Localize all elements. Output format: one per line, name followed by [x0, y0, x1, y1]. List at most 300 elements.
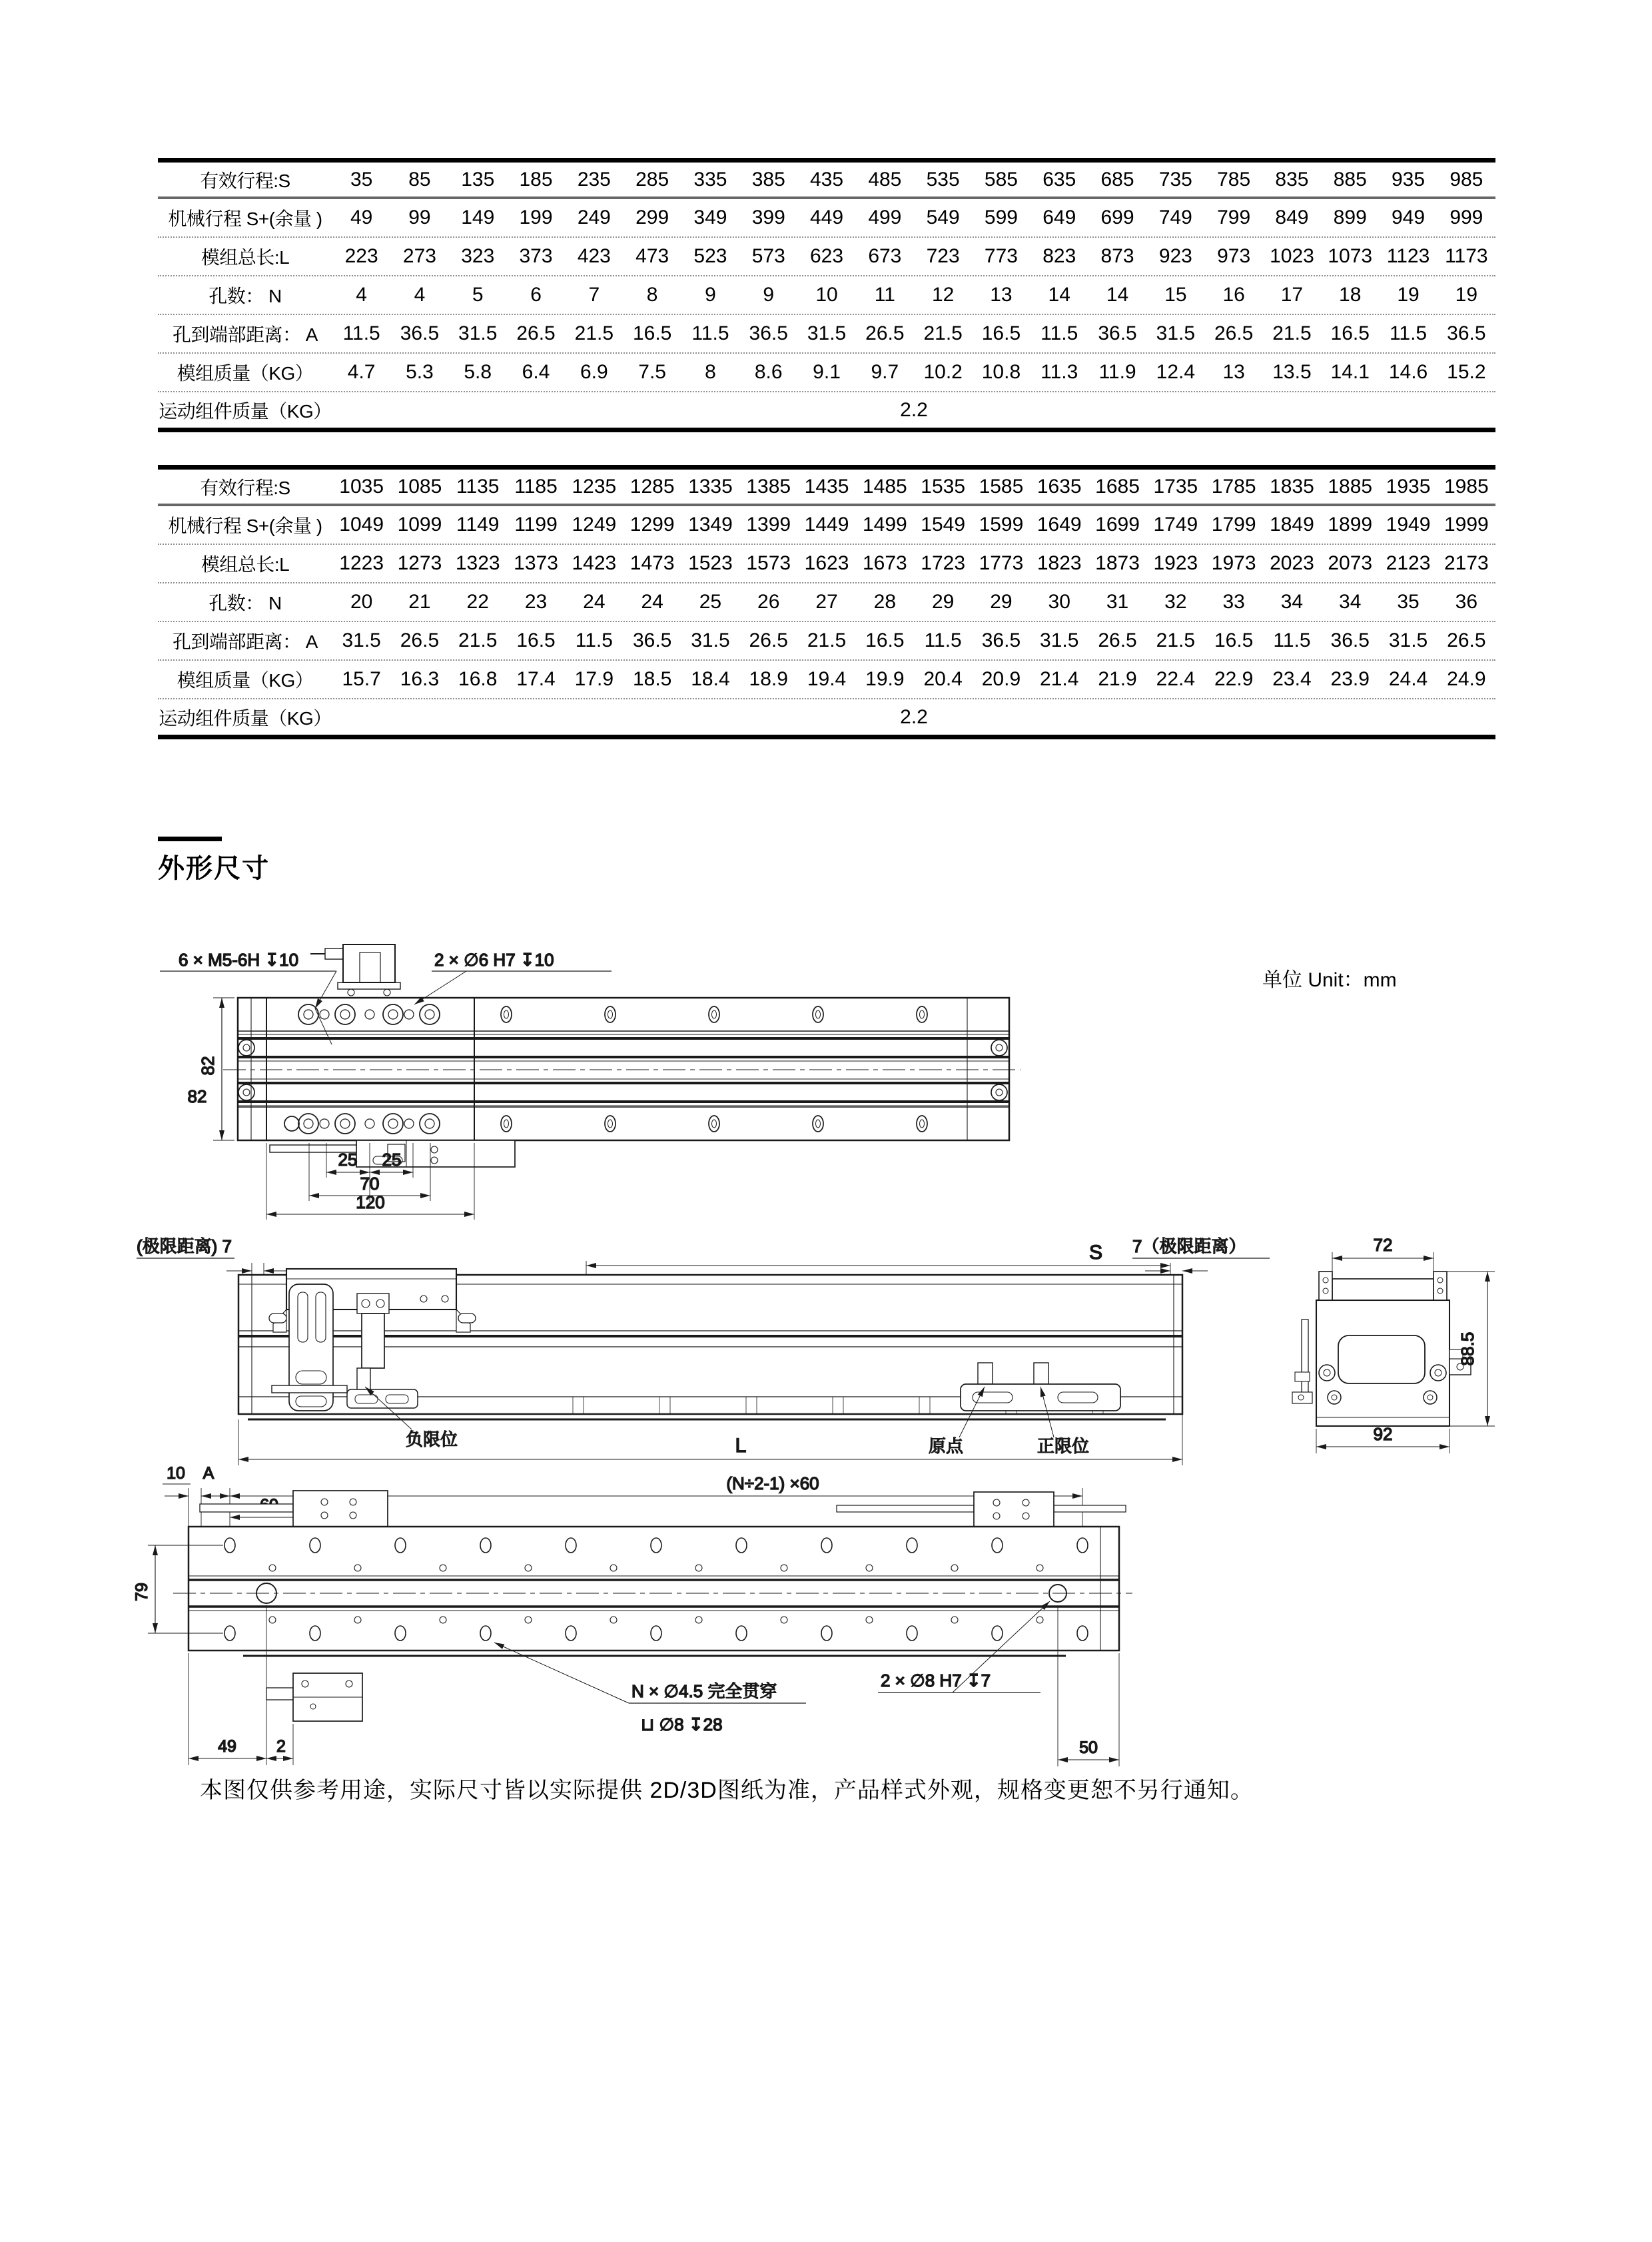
table-cell: 1423 — [572, 552, 617, 574]
table-cell: 135 — [461, 168, 495, 190]
dim-82-vertical-text: 82 — [198, 1056, 218, 1076]
row-label: 孔数： N — [208, 286, 282, 306]
table-cell: 18 — [1339, 284, 1362, 306]
table-cell: 35 — [1397, 591, 1420, 613]
table-cell: 199 — [519, 206, 553, 228]
table-cell: 449 — [810, 206, 844, 228]
row-label: 机械行程 S+(余量 ) — [168, 516, 322, 536]
table-cell: 26.5 — [749, 629, 788, 651]
table-cell: 34 — [1339, 591, 1362, 613]
table-cell: 149 — [461, 206, 495, 228]
disclaimer-note: 本图仅供参考用途，实际尺寸皆以实际提供 2D/3D图纸为准，产品样式外观，规格变更恕不另行通知。 — [200, 1778, 1254, 1803]
table-cell: 335 — [693, 168, 727, 190]
table-cell: 185 — [519, 168, 553, 190]
table-cell: 20.4 — [923, 668, 963, 690]
bottom-view-drawing — [133, 1464, 1132, 1766]
table-cell: 273 — [402, 245, 436, 267]
table-cell: 2123 — [1386, 552, 1431, 574]
table-cell: 735 — [1158, 168, 1192, 190]
table-cell: 1523 — [688, 552, 733, 574]
dim-50: 50 — [1079, 1738, 1098, 1757]
table-cell: 26.5 — [1098, 629, 1137, 651]
top-view-drawing — [160, 944, 1021, 1220]
table-cell: 19.9 — [865, 668, 905, 690]
table-cell: 21.5 — [458, 629, 498, 651]
table-cell: 1349 — [688, 514, 733, 536]
row-label: 孔到端部距离： A — [173, 631, 318, 652]
table-cell: 6.9 — [580, 361, 608, 383]
table-cell: 24.4 — [1388, 668, 1428, 690]
table-cell: 835 — [1275, 168, 1309, 190]
table-cell: 685 — [1100, 168, 1134, 190]
table-cell: 20 — [350, 591, 373, 613]
table-cell: 10.8 — [981, 361, 1021, 383]
table-cell: 573 — [751, 245, 785, 267]
row-label: 孔数： N — [208, 593, 282, 613]
table-cell: 1449 — [804, 514, 849, 536]
table-cell: 1773 — [979, 552, 1024, 574]
dim-stroke-S: S — [1088, 1242, 1103, 1264]
table-cell: 1749 — [1153, 514, 1198, 536]
table-cell: 1935 — [1386, 475, 1431, 498]
table-cell: 1649 — [1036, 514, 1082, 536]
table-cell: 1499 — [862, 514, 907, 536]
table-cell: 11.9 — [1098, 361, 1136, 383]
table-cell: 13 — [990, 284, 1013, 306]
table-cell: 24.9 — [1447, 668, 1486, 690]
table-cell: 16.5 — [981, 322, 1021, 344]
table-cell: 21.5 — [1156, 629, 1196, 651]
dim-49: 49 — [218, 1737, 236, 1756]
dowel-hole-callout: 2 × ∅8 H7 ↧7 — [881, 1671, 991, 1690]
table-cell: 11.5 — [575, 629, 613, 651]
table-cell: 16.5 — [865, 629, 905, 651]
table-cell: 24 — [641, 591, 663, 613]
table-cell: 1923 — [1153, 552, 1198, 574]
table-cell: 1185 — [514, 475, 558, 498]
table-cell: 1785 — [1211, 475, 1256, 498]
table-cell: 26.5 — [400, 629, 440, 651]
table-cell: 14.1 — [1330, 361, 1370, 383]
table-cell: 16.5 — [632, 322, 672, 344]
table-cell: 11.5 — [924, 629, 962, 651]
table-cell: 18.5 — [632, 668, 672, 690]
table-cell: 1623 — [804, 552, 849, 574]
dim-25-left: 25 — [338, 1150, 358, 1170]
table-cell: 12 — [931, 284, 955, 306]
pos-limit-label: 正限位 — [1036, 1436, 1090, 1456]
table-cell: 9 — [705, 284, 716, 306]
bottom-left-sensor — [266, 1673, 362, 1721]
dim-hole-pattern: (N÷2-1) ×60 — [726, 1473, 819, 1493]
table-cell: 7 — [588, 284, 600, 306]
table-cell: 1373 — [514, 552, 558, 574]
table-cell: 6 — [530, 284, 542, 306]
table-cell: 25 — [699, 591, 722, 613]
table-cell: 1799 — [1211, 514, 1256, 536]
table-cell: 31.5 — [342, 629, 381, 651]
table-row — [158, 238, 1495, 276]
table-cell: 1435 — [804, 475, 849, 498]
table-cell: 35 — [350, 168, 373, 190]
table-cell: 22.4 — [1156, 668, 1196, 690]
table-cell: 10.2 — [923, 361, 963, 383]
table-cell: 36.5 — [400, 322, 440, 344]
table-cell: 485 — [868, 168, 902, 190]
row-label: 孔到端部距离： A — [173, 324, 318, 345]
table-cell: 26.5 — [1214, 322, 1254, 344]
counterbore-callout: ⊔ ∅8 ↧28 — [641, 1714, 723, 1734]
section-title: 外形尺寸 — [158, 854, 270, 883]
table-cell: 235 — [577, 168, 611, 190]
table-cell: 549 — [926, 206, 960, 228]
table-cell: 5.3 — [406, 361, 434, 383]
row-label: 运动组件质量（KG） — [159, 400, 332, 422]
table-cell: 14 — [1106, 284, 1129, 306]
table-cell: 21.5 — [807, 629, 847, 651]
table-cell: 1085 — [397, 475, 442, 498]
table-cell: 16.5 — [516, 629, 556, 651]
table-row — [158, 470, 1495, 506]
limit-distance-left-label: (极限距离) 7 — [137, 1236, 232, 1256]
table-cell: 31.5 — [1388, 629, 1428, 651]
table-cell: 585 — [984, 168, 1018, 190]
table-cell: 31.5 — [1040, 629, 1079, 651]
table-row — [158, 661, 1495, 699]
table-cell: 24 — [583, 591, 606, 613]
side-view-drawing — [137, 1236, 1270, 1465]
table-cell: 21 — [408, 591, 431, 613]
table-cell: 2173 — [1444, 552, 1489, 574]
table-cell: 673 — [868, 245, 902, 267]
table-cell: 36.5 — [1330, 629, 1370, 651]
table-cell: 2023 — [1270, 552, 1314, 574]
table-cell: 20.9 — [981, 668, 1021, 690]
table-cell: 499 — [868, 206, 902, 228]
table-cell: 349 — [693, 206, 727, 228]
dim-70: 70 — [360, 1174, 380, 1194]
dim-A: A — [203, 1464, 214, 1483]
origin-label: 原点 — [928, 1436, 964, 1456]
table-cell: 1485 — [862, 475, 907, 498]
table-cell: 5.8 — [464, 361, 492, 383]
table-cell: 435 — [810, 168, 844, 190]
table-cell: 1135 — [456, 475, 500, 498]
table-cell: 1535 — [921, 475, 966, 498]
table-cell: 823 — [1042, 245, 1076, 267]
table-cell: 1835 — [1270, 475, 1314, 498]
table-cell: 17 — [1280, 284, 1304, 306]
row-label: 运动组件质量（KG） — [159, 707, 332, 729]
table-cell: 85 — [408, 168, 431, 190]
table-cell: 36.5 — [1098, 322, 1137, 344]
table-cell: 773 — [984, 245, 1018, 267]
table-cell: 32 — [1164, 591, 1187, 613]
table-cell: 749 — [1158, 206, 1192, 228]
table-span-row — [158, 699, 1495, 735]
dim-72: 72 — [1373, 1235, 1393, 1255]
table-row — [158, 199, 1495, 238]
table-cell: 11.3 — [1040, 361, 1078, 383]
table-cell: 31 — [1106, 591, 1129, 613]
table-cell: 13 — [1222, 361, 1245, 383]
table-cell: 849 — [1275, 206, 1309, 228]
table-cell: 8.6 — [754, 361, 783, 383]
table-cell: 1323 — [455, 552, 500, 574]
table-cell: 373 — [519, 245, 553, 267]
table-cell: 16.8 — [458, 668, 498, 690]
table-cell: 1573 — [746, 552, 791, 574]
table-cell: 34 — [1280, 591, 1304, 613]
table-cell: 9 — [763, 284, 775, 306]
table-cell: 21.5 — [1272, 322, 1312, 344]
table-cell: 36.5 — [1447, 322, 1486, 344]
table-cell: 23.9 — [1330, 668, 1370, 690]
dim-82-horizontal-text: 82 — [187, 1086, 207, 1106]
row-label: 机械行程 S+(余量 ) — [168, 208, 322, 229]
table-row — [158, 622, 1495, 661]
dim-88-5: 88.5 — [1457, 1331, 1477, 1366]
table-cell: 31.5 — [807, 322, 847, 344]
table-cell: 1335 — [688, 475, 733, 498]
dowel-callout: 2 × ∅6 H7 ↧10 — [434, 950, 554, 970]
neg-limit-label: 负限位 — [405, 1429, 458, 1449]
dim-25-right: 25 — [382, 1150, 402, 1170]
table-cell: 16.3 — [400, 668, 440, 690]
table-cell: 36.5 — [981, 629, 1021, 651]
table-row — [158, 315, 1495, 354]
table-cell: 22.9 — [1214, 668, 1254, 690]
table-cell: 23 — [524, 591, 548, 613]
table-cell: 1123 — [1386, 245, 1430, 267]
table-cell: 699 — [1100, 206, 1134, 228]
dim-2: 2 — [276, 1737, 286, 1756]
table-span-value: 2.2 — [900, 705, 928, 728]
table-cell: 323 — [461, 245, 495, 267]
table-cell: 14.6 — [1388, 361, 1428, 383]
table-cell: 1985 — [1444, 475, 1489, 498]
table-cell: 11.5 — [691, 322, 729, 344]
table-cell: 1223 — [339, 552, 384, 574]
table-cell: 19.4 — [807, 668, 847, 690]
table-cell: 21.5 — [574, 322, 614, 344]
table-cell: 31.5 — [458, 322, 498, 344]
table-cell: 535 — [926, 168, 960, 190]
row-label: 模组总长:L — [201, 554, 290, 575]
table-cell: 899 — [1333, 206, 1367, 228]
table-span-value: 2.2 — [900, 398, 928, 421]
table-cell: 385 — [751, 168, 785, 190]
table-cell: 17.4 — [516, 668, 556, 690]
table-cell: 19 — [1397, 284, 1420, 306]
table-cell: 1999 — [1444, 514, 1489, 536]
table-cell: 11 — [874, 284, 895, 306]
table-cell: 16.5 — [1330, 322, 1370, 344]
table-cell: 8 — [705, 361, 716, 383]
table-cell: 999 — [1449, 206, 1483, 228]
table-cell: 26.5 — [516, 322, 556, 344]
table-cell: 11.5 — [1389, 322, 1428, 344]
table-cell: 723 — [926, 245, 960, 267]
table-cell: 18.9 — [749, 668, 788, 690]
table-cell: 1635 — [1036, 475, 1082, 498]
table-cell: 1849 — [1270, 514, 1314, 536]
table-cell: 26 — [757, 591, 780, 613]
end-view-drawing — [1292, 1235, 1495, 1453]
table-cell: 1399 — [746, 514, 791, 536]
table-cell: 1099 — [397, 514, 442, 536]
table-cell: 17.9 — [574, 668, 614, 690]
table-cell: 36 — [1455, 591, 1478, 613]
table-cell: 935 — [1392, 168, 1426, 190]
table-cell: 36.5 — [632, 629, 672, 651]
spec-table-lower — [158, 465, 1495, 739]
table-cell: 21.4 — [1040, 668, 1079, 690]
table-cell: 1685 — [1095, 475, 1140, 498]
table-cell: 31.5 — [1156, 322, 1196, 344]
table-cell: 1023 — [1270, 245, 1314, 267]
table-cell: 885 — [1333, 168, 1367, 190]
table-cell: 13.5 — [1272, 361, 1312, 383]
table-cell: 1273 — [397, 552, 442, 574]
row-label: 有效行程:S — [200, 477, 290, 498]
table-cell: 1385 — [746, 475, 791, 498]
table-cell: 1235 — [572, 475, 617, 498]
table-cell: 423 — [577, 245, 611, 267]
table-cell: 16.5 — [1214, 629, 1254, 651]
table-cell: 1549 — [921, 514, 966, 536]
table-cell: 1199 — [514, 514, 558, 536]
table-cell: 1285 — [629, 475, 675, 498]
table-cell: 22 — [466, 591, 489, 613]
table-cell: 31.5 — [691, 629, 730, 651]
table-cell: 1735 — [1153, 475, 1198, 498]
table-cell: 19 — [1455, 284, 1478, 306]
table-cell: 4.7 — [347, 361, 376, 383]
table-cell: 26.5 — [1447, 629, 1486, 651]
table-cell: 399 — [751, 206, 785, 228]
table-cell: 285 — [635, 168, 669, 190]
table-cell: 28 — [873, 591, 897, 613]
table-cell: 473 — [635, 245, 669, 267]
table-cell: 18.4 — [691, 668, 730, 690]
unit-label: 单位 Unit：mm — [1262, 969, 1397, 991]
dimension-drawings — [0, 919, 1652, 1805]
motor-box-icon — [310, 944, 400, 996]
table-cell: 7.5 — [638, 361, 666, 383]
table-cell: 1873 — [1095, 552, 1140, 574]
table-cell: 16 — [1222, 284, 1245, 306]
table-cell: 1823 — [1036, 552, 1082, 574]
table-cell: 599 — [984, 206, 1018, 228]
table-cell: 14 — [1048, 284, 1070, 306]
table-cell: 523 — [693, 245, 727, 267]
table-cell: 1035 — [339, 475, 384, 498]
dim-120: 120 — [356, 1192, 385, 1212]
table-cell: 1473 — [629, 552, 675, 574]
table-cell: 49 — [350, 206, 373, 228]
table-row — [158, 354, 1495, 392]
table-cell: 1173 — [1445, 245, 1488, 267]
thread-callout: 6 × M5-6H ↧10 — [179, 950, 299, 970]
row-label: 模组质量（KG） — [177, 670, 314, 691]
table-cell: 29 — [931, 591, 955, 613]
table-row — [158, 545, 1495, 583]
table-cell: 36.5 — [749, 322, 788, 344]
table-cell: 23.4 — [1272, 668, 1312, 690]
table-cell: 10 — [815, 284, 838, 306]
table-cell: 985 — [1449, 168, 1483, 190]
table-cell: 1885 — [1328, 475, 1373, 498]
table-cell: 11.5 — [342, 322, 380, 344]
through-hole-callout: N × ∅4.5 完全贯穿 — [631, 1681, 777, 1701]
dim-10: 10 — [167, 1464, 185, 1483]
table-cell: 785 — [1217, 168, 1251, 190]
table-row — [158, 583, 1495, 622]
table-cell: 8 — [646, 284, 658, 306]
table-cell: 1299 — [629, 514, 675, 536]
table-cell: 873 — [1100, 245, 1134, 267]
table-span-row — [158, 392, 1495, 428]
table-cell: 249 — [577, 206, 611, 228]
table-cell: 1249 — [572, 514, 617, 536]
row-label: 有效行程:S — [200, 170, 290, 191]
table-cell: 649 — [1042, 206, 1076, 228]
table-cell: 33 — [1222, 591, 1245, 613]
table-cell: 4 — [414, 284, 426, 306]
table-cell: 1049 — [339, 514, 384, 536]
table-cell: 30 — [1048, 591, 1070, 613]
table-cell: 11.5 — [1040, 322, 1078, 344]
table-cell: 15.2 — [1447, 361, 1486, 383]
table-row — [158, 506, 1495, 545]
table-row — [158, 276, 1495, 315]
table-cell: 299 — [635, 206, 669, 228]
table-cell: 799 — [1217, 206, 1251, 228]
limit-distance-right-label: 7（极限距离） — [1132, 1236, 1246, 1256]
table-cell: 1599 — [979, 514, 1024, 536]
bottom-view-body — [189, 1527, 1119, 1651]
table-cell: 1899 — [1328, 514, 1373, 536]
table-cell: 949 — [1392, 206, 1426, 228]
dim-92: 92 — [1373, 1424, 1393, 1444]
table-cell: 9.7 — [871, 361, 899, 383]
table-cell: 923 — [1158, 245, 1192, 267]
table-cell: 623 — [810, 245, 844, 267]
spec-table-upper — [158, 158, 1495, 432]
table-cell: 21.5 — [923, 322, 963, 344]
table-cell: 635 — [1042, 168, 1076, 190]
table-cell: 15.7 — [342, 668, 381, 690]
section-title-overline — [158, 837, 222, 841]
table-cell: 29 — [990, 591, 1013, 613]
table-cell: 1949 — [1386, 514, 1431, 536]
table-cell: 5 — [472, 284, 484, 306]
table-cell: 27 — [815, 591, 838, 613]
table-cell: 1723 — [921, 552, 966, 574]
table-cell: 9.1 — [813, 361, 841, 383]
table-cell: 1699 — [1095, 514, 1140, 536]
table-cell: 1585 — [979, 475, 1024, 498]
table-cell: 1973 — [1211, 552, 1256, 574]
table-cell: 21.9 — [1098, 668, 1137, 690]
row-label: 模组质量（KG） — [177, 363, 314, 384]
table-row — [158, 163, 1495, 199]
row-label: 模组总长:L — [201, 247, 290, 268]
table-cell: 12.4 — [1156, 361, 1196, 383]
table-cell: 99 — [408, 206, 431, 228]
table-cell: 11.5 — [1273, 629, 1311, 651]
